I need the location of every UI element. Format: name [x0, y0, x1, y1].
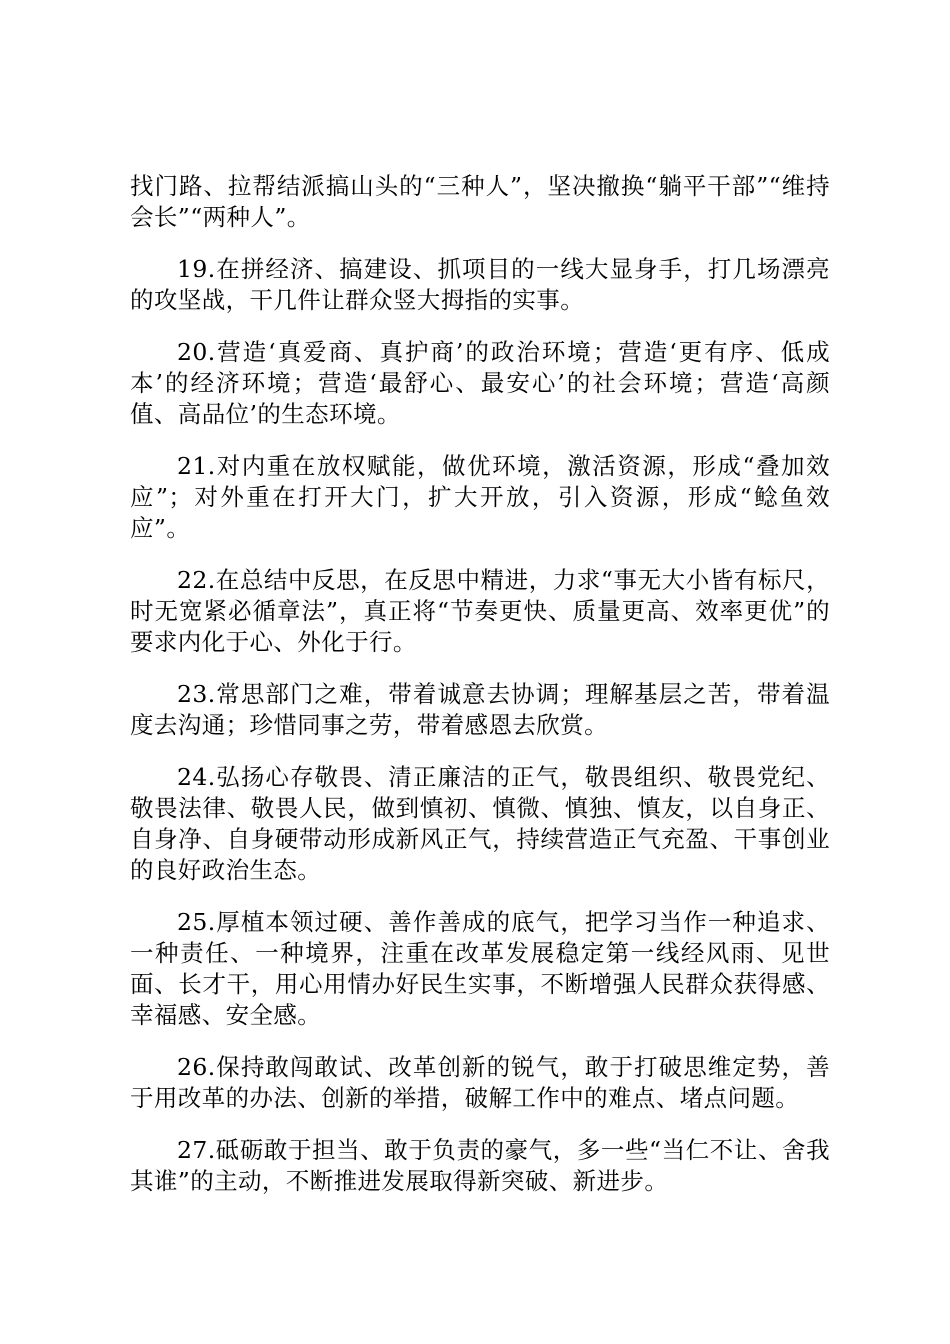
- paragraph-item-26: 26.保持敢闯敢试、改革创新的锐气，敢于打破思维定势，善于用改革的办法、创新的举措，破解工作中的难点、堵点问题。: [130, 1053, 830, 1112]
- paragraph-item-22: 22.在总结中反思，在反思中精进，力求“事无大小皆有标尺，时无宽紧必循章法”，真正将“节奏更快、质量更高、效率更优”的要求内化于心、外化于行。: [130, 566, 830, 656]
- paragraph-item-25: 25.厚植本领过硬、善作善成的底气，把学习当作一种追求、一种责任、一种境界，注重在改革发展稳定第一线经风雨、见世面、长才干，用心用情办好民生实事，不断增强人民群众获得感、幸福感、安全感。: [130, 908, 830, 1029]
- paragraph-item-23: 23.常思部门之难，带着诚意去协调；理解基层之苦，带着温度去沟通；珍惜同事之劳，带着感恩去欣赏。: [130, 680, 830, 739]
- paragraph-continuation: 找门路、拉帮结派搞山头的“三种人”，坚决撤换“躺平干部”“维持会长”“两种人”。: [130, 172, 830, 231]
- paragraph-item-24: 24.弘扬心存敬畏、清正廉洁的正气，敬畏组织、敬畏党纪、敬畏法律、敬畏人民，做到慎初、慎微、慎独、慎友，以自身正、自身净、自身硬带动形成新风正气，持续营造正气充盈、干事创业的良好政治生态。: [130, 763, 830, 884]
- paragraph-item-21: 21.对内重在放权赋能，做优环境，激活资源，形成“叠加效应”；对外重在打开大门，扩大开放，引入资源，形成“鲶鱼效应”。: [130, 452, 830, 542]
- paragraph-item-19: 19.在拼经济、搞建设、抓项目的一线大显身手，打几场漂亮的攻坚战，干几件让群众竖大拇指的实事。: [130, 255, 830, 314]
- paragraph-item-27: 27.砥砺敢于担当、敢于负责的豪气，多一些“当仁不让、舍我其谁”的主动，不断推进发展取得新突破、新进步。: [130, 1136, 830, 1195]
- paragraph-item-20: 20.营造‘真爱商、真护商’的政治环境；营造‘更有序、低成本’的经济环境；营造‘最舒心、最安心’的社会环境；营造‘高颜值、高品位’的生态环境。: [130, 338, 830, 428]
- document-page: [130, 171, 830, 1218]
